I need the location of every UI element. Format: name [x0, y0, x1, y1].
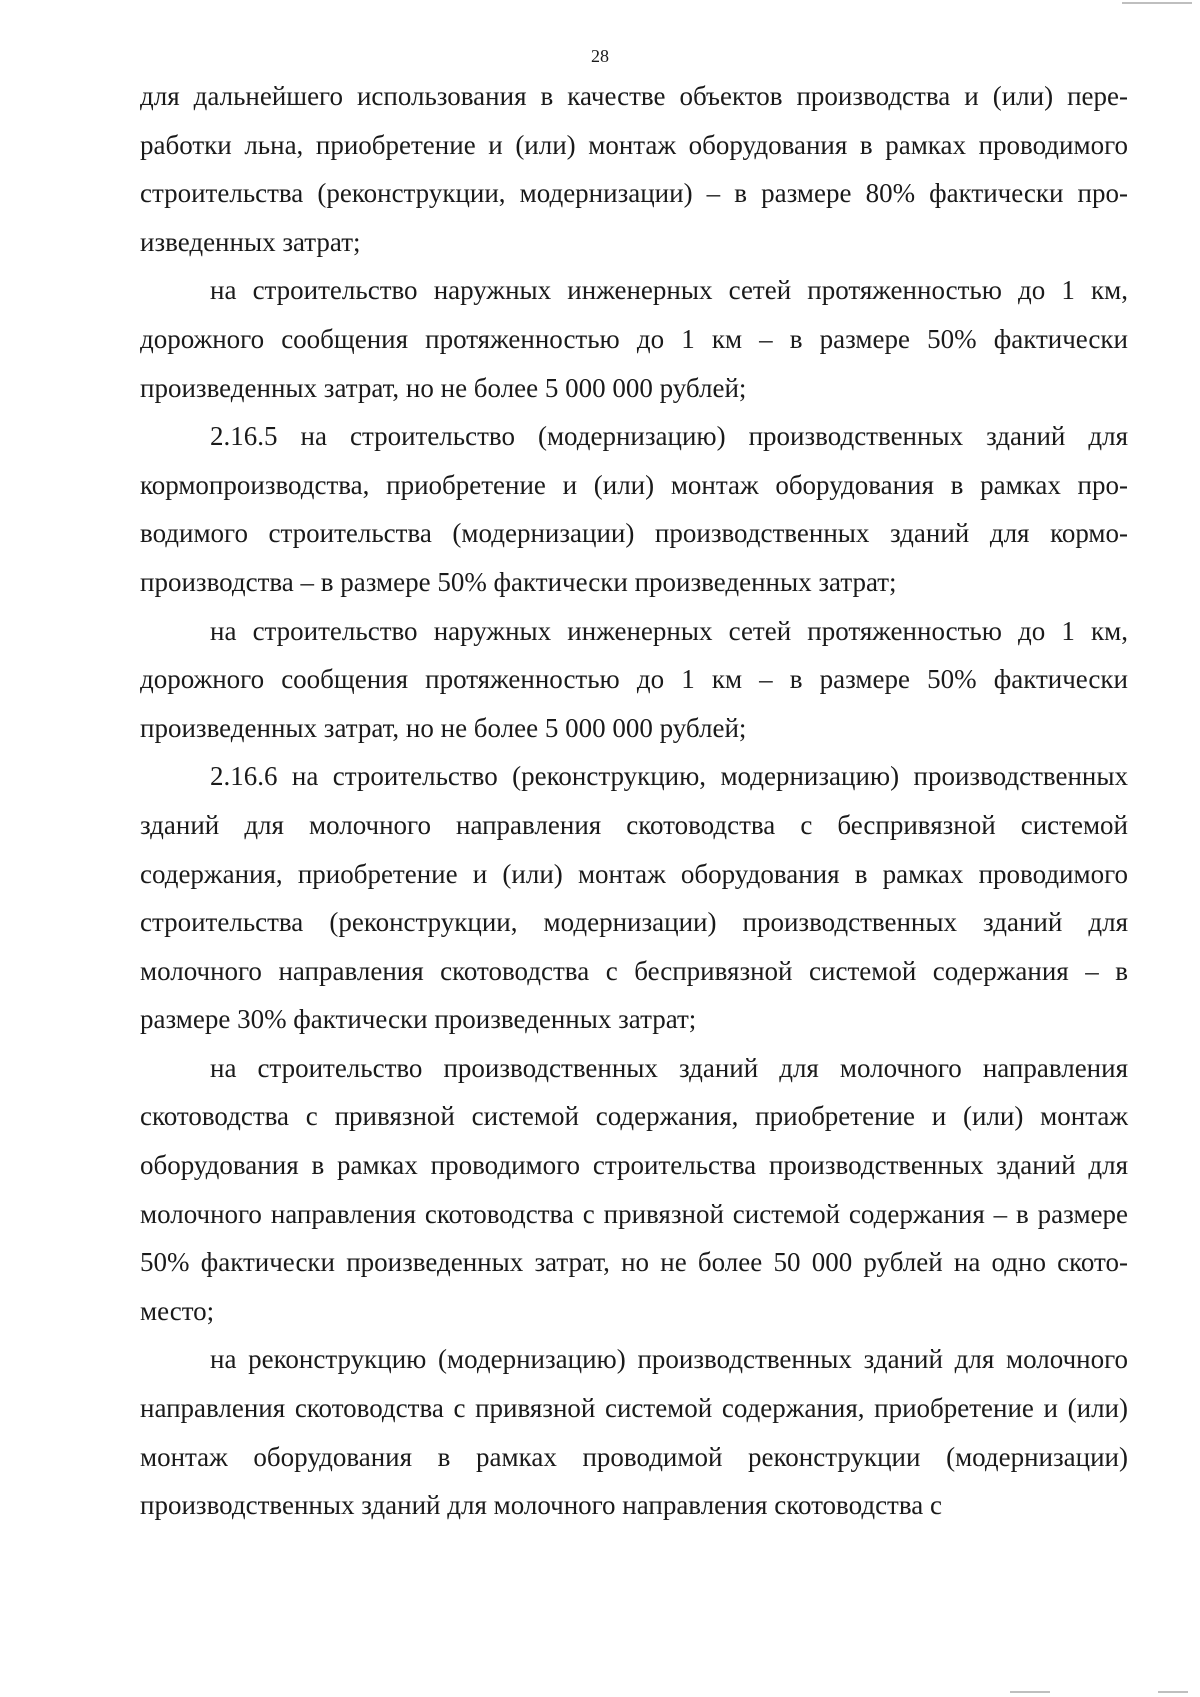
- paragraph-7: на реконструкцию (модернизацию) производственных зданий для молочного направления скотоводства с привязной системой содержания, приобретение и (или) монтаж оборудования в рамках проводимой реконструкции (модернизации) производственных зданий для молочного направления скотоводства с: [140, 1344, 1128, 1521]
- paragraph-6: на строительство производственных зданий для молочного направления скотоводства с привязной системой содержания, приобретение и (или) монтаж оборудования в рамках проводимого строительства производственных зданий для молочного направления скотоводства с привязной системой содержания – в размере 50% фактически произведенных затрат, но не более 50 000 рублей на одно ското-место;: [140, 1052, 1128, 1326]
- paragraph-2: на строительство наружных инженерных сетей протяженностью до 1 км, дорожного сообщения протяженностью до 1 км – в размере 50% фактически произведенных затрат, но не более 5 000 000 рублей;: [140, 275, 1128, 403]
- scan-mark-top-right: [1122, 2, 1192, 4]
- page-number: 28: [591, 46, 609, 66]
- paragraph-1: для дальнейшего использования в качестве объектов производства и (или) переработки льна, приобретение и (или) монтаж оборудования в рамках проводимого строительства (реконструкции, модернизации) – в размере 80% фактически произведенных затрат;: [140, 81, 1128, 257]
- scan-mark-bottom-right-2: [1158, 1691, 1188, 1693]
- paragraph-5: 2.16.6 на строительство (реконструкцию, модернизацию) производственных зданий для молочного направления скотоводства с беспривязной системой содержания, приобретение и (или) монтаж оборудования в рамках проводимого строительства (реконструкции, модернизации) производственных зданий для молочного направления скотоводства с беспривязной системой содержания – в размере 30% фактически произведенных затрат;: [140, 761, 1128, 1035]
- paragraph-4: на строительство наружных инженерных сетей протяженностью до 1 км, дорожного сообщения протяженностью до 1 км – в размере 50% фактически произведенных затрат, но не более 5 000 000 рублей;: [140, 615, 1128, 743]
- paragraph-3: 2.16.5 на строительство (модернизацию) производственных зданий для кормопроизводства, приобретение и (или) монтаж оборудования в рамках проводимого строительства (модернизации) производственных зданий для кормопроизводства – в размере 50% фактически произведенных затрат;: [140, 421, 1128, 597]
- document-body: [140, 72, 1128, 1530]
- scan-mark-bottom-right: [1010, 1691, 1050, 1693]
